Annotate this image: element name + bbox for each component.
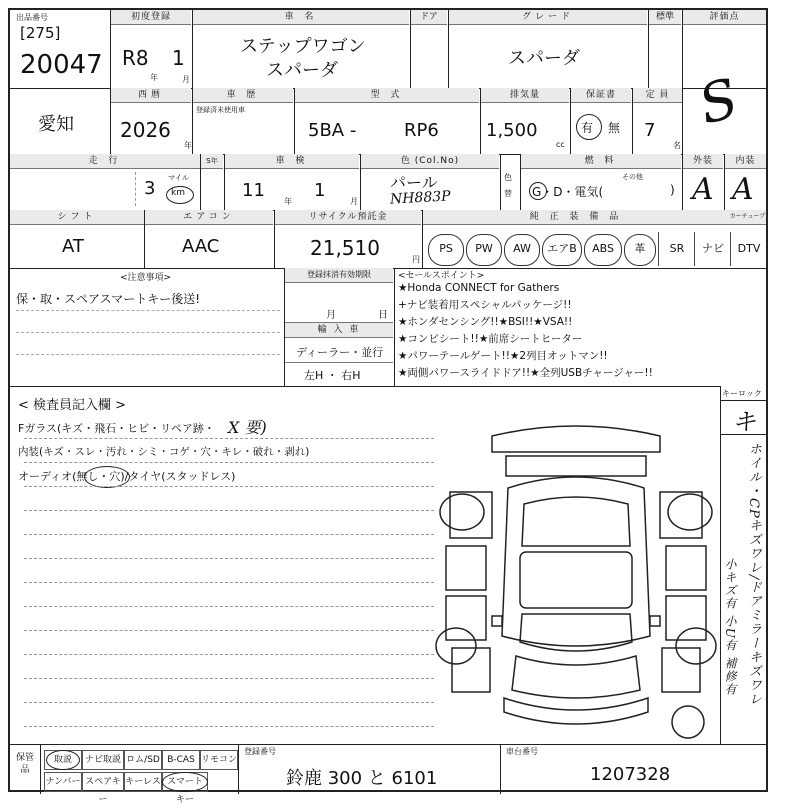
equipment-leather: 革 <box>624 234 656 266</box>
rule <box>720 434 766 435</box>
rule <box>285 362 393 363</box>
notes-divider <box>10 386 720 387</box>
divider <box>720 386 721 744</box>
equipment-navi: ナビ <box>694 232 731 266</box>
equip-navi-manual: ナビ取説 <box>82 750 124 770</box>
equipment-abs: ABS <box>584 234 622 266</box>
right-front-fender <box>662 648 700 692</box>
mileage-label: 走 行 <box>10 154 200 169</box>
score-label: 評価点 <box>683 10 766 25</box>
footer-divider <box>10 744 766 745</box>
equipment-aw: AW <box>504 234 540 266</box>
smartkey-circle <box>162 772 208 792</box>
rule <box>24 534 434 535</box>
chassis-label: 車台番号 <box>506 747 538 756</box>
rule <box>24 582 434 583</box>
rule <box>24 654 434 655</box>
sales-point: ★パワーテールゲート!!★2列目オットマン!! <box>398 350 608 362</box>
left-rear-door <box>446 546 486 590</box>
first-reg-era: R8 <box>122 46 149 70</box>
warranty-yes: 有 <box>581 121 594 135</box>
right-rear-door <box>666 546 706 590</box>
mileage-digit-boxes <box>16 172 136 206</box>
divider <box>40 744 41 794</box>
month-unit: 月 <box>182 75 190 84</box>
left-front-wheel <box>436 628 476 664</box>
left-rear-wheel <box>440 494 484 530</box>
rule <box>24 606 434 607</box>
rule <box>24 726 434 727</box>
right-rear-wheel <box>668 494 712 530</box>
exterior-value: A <box>692 172 714 207</box>
displacement-unit: cc <box>556 140 565 149</box>
capacity-value: 7 <box>644 120 656 141</box>
rule <box>16 332 280 333</box>
score-value: S <box>692 66 745 137</box>
equip-smart-key: スマートキー <box>162 772 208 792</box>
region: 愛知 <box>38 114 74 135</box>
rule <box>24 438 434 439</box>
displacement-value: 1,500 <box>486 120 538 141</box>
interior-label: 内装 <box>725 154 766 169</box>
warranty-label: 保証書 <box>571 88 631 103</box>
door-label: ドア <box>411 10 447 25</box>
equip-keyless: キーレス <box>124 772 162 792</box>
deadline-day: 日 <box>378 310 388 321</box>
rule <box>24 702 434 703</box>
color-code: NH883P <box>389 188 451 208</box>
inspector-vertical-2: 小キズ有 小U有 補修有 <box>723 558 737 696</box>
equip-number: ナンバー <box>44 772 82 792</box>
plate-value: 鈴鹿 300 と 6101 <box>286 768 438 789</box>
import-label: 輸 入 車 <box>285 322 393 338</box>
carcard-label: カーチューブ <box>729 210 766 225</box>
left-front-door <box>446 596 486 640</box>
mileage-unit-mile: マイル <box>168 174 189 182</box>
rule <box>720 400 766 401</box>
steering-value: 左H ・ 右H <box>304 369 361 382</box>
year-value: 2026 <box>120 118 171 142</box>
inspector-line1: Fガラス(キズ・飛石・ヒビ・リペア跡・ <box>18 422 215 435</box>
inspector-line3: オーディオ(無し・穴)/タイヤ(スタッドレス) <box>18 470 236 483</box>
import-value: ディーラー・並行 <box>296 346 384 359</box>
rule <box>24 462 434 463</box>
auction-sheet <box>8 8 768 805</box>
car-name-line1: ステップワゴン <box>240 36 366 57</box>
rear-bumper-shape <box>492 426 660 452</box>
fuel-value: G・D・電気( <box>532 185 604 199</box>
sales-point: ★Honda CONNECT for Gathers <box>398 282 560 294</box>
deadline-month: 月 <box>326 310 336 321</box>
capacity-label: 定 員 <box>633 88 682 103</box>
rule <box>24 486 434 487</box>
std-label: 標準 <box>649 10 681 25</box>
equip-bcas: B-CAS <box>162 750 200 770</box>
shaken-year: 11 <box>242 180 265 201</box>
car-diagram <box>434 406 718 740</box>
grade-label: グレード <box>449 10 647 25</box>
exterior-label: 外装 <box>683 154 723 169</box>
car-name-line2: スパーダ <box>266 60 338 81</box>
right-front-door <box>666 596 706 640</box>
sales-points <box>398 280 720 382</box>
color-label: 色 (Col.No) <box>361 154 499 169</box>
model-label: 型 式 <box>295 88 479 103</box>
kansan-label: S年 <box>201 154 223 169</box>
right-rear-panel <box>660 492 702 538</box>
left-front-fender <box>452 648 490 692</box>
rule <box>24 630 434 631</box>
front-bumper-shape <box>504 698 648 724</box>
recycle-unit: 円 <box>412 255 420 264</box>
lot-small: [275] <box>20 24 61 42</box>
capacity-unit: 名 <box>673 141 681 150</box>
equip-manual: 取説 <box>44 750 82 770</box>
inspector-line1-mark: X 要) <box>228 418 267 437</box>
record-label: 出品番号 <box>16 13 48 22</box>
footer-left-label: 保管品 <box>15 753 34 775</box>
inspection-sub: 登録済未使用車 <box>196 106 245 114</box>
year-unit: 年 <box>284 197 292 206</box>
car-body-shape <box>502 477 650 646</box>
color-change-label: 色替 <box>504 173 512 198</box>
shift-value: AT <box>62 236 84 257</box>
equipment-ps: PS <box>428 234 464 266</box>
inspector-vertical-1: ホイル・CPキズワレ/ドアミラーキズワレ <box>746 442 761 707</box>
inspector-title: < 検査員記入欄 > <box>18 398 127 413</box>
aircon-value: AAC <box>182 236 220 257</box>
left-rear-panel <box>450 492 492 538</box>
rule <box>16 354 280 355</box>
car-name-label: 車 名 <box>193 10 409 25</box>
month-unit: 月 <box>350 197 358 206</box>
rule <box>16 310 280 311</box>
inspection-label: 車 歴 <box>193 88 293 103</box>
recycle-label: リサイクル預託金 <box>275 210 421 225</box>
fuel-other-label: その他 <box>622 173 643 181</box>
divider <box>394 268 395 386</box>
warranty-no: 無 <box>608 121 621 135</box>
shift-label: シフト <box>10 210 144 225</box>
year-label: 西暦 <box>111 88 191 103</box>
chassis-value: 1207328 <box>590 764 671 785</box>
fuel-label: 燃 料 <box>521 154 681 169</box>
divider <box>500 744 501 794</box>
recycle-value: 21,510 <box>310 236 380 260</box>
equipment-pw: PW <box>466 234 502 266</box>
fuel-close: ) <box>670 183 675 197</box>
sales-point: +ナビ装着用スペシャルパッケージ!! <box>398 299 572 311</box>
equipment-dtv: DTV <box>730 232 767 266</box>
model-code: RP6 <box>404 120 439 141</box>
caution-text: 保・取・スペアスマートキー後送! <box>16 292 201 306</box>
shaken-month: 1 <box>314 180 326 201</box>
plate-label: 登録番号 <box>244 747 276 756</box>
divider <box>682 10 683 154</box>
model-prefix: 5BA - <box>308 120 357 141</box>
grade-value: スパーダ <box>508 48 580 69</box>
sales-label: <セールスポイント> <box>398 271 485 281</box>
rule <box>24 510 434 511</box>
spare-tire <box>672 706 704 738</box>
sales-point: ★両側パワースライドドア!!★全列USBチャージャー!! <box>398 367 653 379</box>
year-unit: 年 <box>184 141 192 150</box>
aircon-label: エアコン <box>145 210 273 225</box>
audio-circle <box>84 466 130 488</box>
interior-value: A <box>732 172 754 207</box>
color-value: パール <box>390 173 438 192</box>
mileage-value: 3 <box>144 178 156 199</box>
first-reg-label: 初度登録 <box>111 10 191 25</box>
displacement-label: 排気量 <box>481 88 569 103</box>
divider <box>238 744 239 794</box>
equip-remote: リモコン <box>200 750 238 770</box>
equipment-airbag: エアB <box>542 234 582 266</box>
hood-shape <box>512 656 640 698</box>
lot-number: 20047 <box>20 50 103 80</box>
divider <box>500 154 501 210</box>
equip-spare-key: スペアキー <box>82 772 124 792</box>
keylock-value: キ <box>732 408 756 436</box>
rule <box>24 678 434 679</box>
mileage-unit-km: km <box>171 188 185 198</box>
first-reg-month: 1 <box>172 46 185 70</box>
equip-rom-sd: ロム/SD <box>124 750 162 770</box>
rule <box>24 558 434 559</box>
inspector-line2: 内装(キズ・スレ・汚れ・シミ・コゲ・穴・キレ・破れ・剥れ) <box>18 446 310 458</box>
deadline-label: 登録抹消有効期限 <box>285 268 393 283</box>
roof-shape <box>520 552 632 608</box>
sales-point: ★ホンダセンシング!!★BSI!!★VSA!! <box>398 316 573 328</box>
sales-point: ★コンビシート!!★前席シートヒーター <box>398 333 583 345</box>
year-unit: 年 <box>150 73 158 82</box>
equipment-sr: SR <box>658 232 695 266</box>
equipment-label: 純 正 装 備 品 <box>423 210 729 225</box>
caution-label: <注意事項> <box>120 273 172 283</box>
keylock-label: キーロック <box>722 389 762 398</box>
shaken-label: 車 検 <box>225 154 359 169</box>
right-front-wheel <box>676 628 716 664</box>
rear-window-shape <box>522 497 630 546</box>
manual-circle <box>46 750 80 770</box>
